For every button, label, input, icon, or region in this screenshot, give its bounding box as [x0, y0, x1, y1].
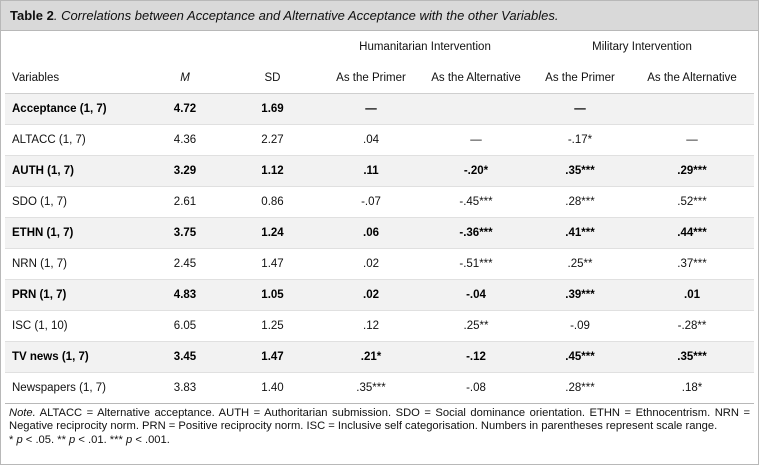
cell-mean: 4.83 — [145, 280, 225, 311]
table-note — [1, 404, 758, 433]
cell-mil-primer: .25** — [530, 249, 630, 280]
cell-mil-alternative: .35*** — [630, 342, 754, 373]
cell-hum-primer: .02 — [320, 249, 422, 280]
table-row — [5, 125, 754, 156]
cell-sd: 1.25 — [225, 311, 320, 342]
cell-sd: 1.69 — [225, 94, 320, 125]
cell-hum-primer: -.07 — [320, 187, 422, 218]
cell-sd: 1.47 — [225, 342, 320, 373]
table-row — [5, 342, 754, 373]
group-military: Military Intervention — [592, 41, 692, 53]
cell-variable: ALTACC (1, 7) — [5, 125, 145, 156]
cell-mil-alternative: .52*** — [630, 187, 754, 218]
cell-mil-alternative: .44*** — [630, 218, 754, 249]
cell-mean: 3.75 — [145, 218, 225, 249]
cell-mean: 4.72 — [145, 94, 225, 125]
col-hum-alternative: As the Alternative — [422, 63, 530, 94]
cell-mean: 3.83 — [145, 373, 225, 404]
note-lead: Note. — [9, 407, 36, 419]
header-group-row — [5, 31, 754, 63]
cell-variable: ETHN (1, 7) — [5, 218, 145, 249]
cell-variable: AUTH (1, 7) — [5, 156, 145, 187]
cell-sd: 1.40 — [225, 373, 320, 404]
cell-hum-alternative: -.36*** — [422, 218, 530, 249]
cell-sd: 2.27 — [225, 125, 320, 156]
table-caption — [1, 1, 758, 31]
col-hum-primer: As the Primer — [320, 63, 422, 94]
cell-mil-alternative: .18* — [630, 373, 754, 404]
cell-hum-primer: .06 — [320, 218, 422, 249]
cell-hum-primer: .12 — [320, 311, 422, 342]
cell-variable: TV news (1, 7) — [5, 342, 145, 373]
cell-variable: NRN (1, 7) — [5, 249, 145, 280]
cell-variable: SDO (1, 7) — [5, 187, 145, 218]
correlation-table — [5, 31, 754, 404]
cell-hum-alternative: -.04 — [422, 280, 530, 311]
significance-footnote: * p < .05. ** p < .01. *** p < .001. — [9, 434, 170, 446]
cell-sd: 1.05 — [225, 280, 320, 311]
cell-hum-alternative: .25** — [422, 311, 530, 342]
cell-hum-primer: .04 — [320, 125, 422, 156]
col-mean: M — [145, 63, 225, 94]
cell-hum-primer: — — [320, 94, 422, 125]
cell-variable: ISC (1, 10) — [5, 311, 145, 342]
cell-mil-primer: -.17* — [530, 125, 630, 156]
cell-sd: 1.12 — [225, 156, 320, 187]
table-row — [5, 280, 754, 311]
cell-hum-primer: .35*** — [320, 373, 422, 404]
table-label: Table 2 — [10, 8, 54, 23]
cell-mean: 4.36 — [145, 125, 225, 156]
table-row — [5, 373, 754, 404]
table-row — [5, 249, 754, 280]
cell-mil-primer: .45*** — [530, 342, 630, 373]
cell-mil-primer: .35*** — [530, 156, 630, 187]
cell-hum-primer: .11 — [320, 156, 422, 187]
group-humanitarian: Humanitarian Intervention — [359, 41, 491, 53]
cell-hum-primer: .21* — [320, 342, 422, 373]
cell-hum-alternative: -.45*** — [422, 187, 530, 218]
table-row — [5, 311, 754, 342]
cell-mil-alternative: .37*** — [630, 249, 754, 280]
cell-hum-alternative: -.08 — [422, 373, 530, 404]
cell-sd: 1.24 — [225, 218, 320, 249]
cell-mil-alternative: .29*** — [630, 156, 754, 187]
col-mil-primer: As the Primer — [530, 63, 630, 94]
cell-hum-primer: .02 — [320, 280, 422, 311]
cell-mil-primer: -.09 — [530, 311, 630, 342]
cell-hum-alternative: -.20* — [422, 156, 530, 187]
col-mil-alternative: As the Alternative — [630, 63, 754, 94]
cell-mean: 3.29 — [145, 156, 225, 187]
cell-mil-alternative: .01 — [630, 280, 754, 311]
cell-mean: 6.05 — [145, 311, 225, 342]
cell-mil-alternative: -.28** — [630, 311, 754, 342]
note-text: ALTACC = Alternative acceptance. AUTH = Authoritarian submission. SDO = Social dominance orientation. ETHN = Ethnocentrism. NRN = Negative reciprocity norm. PRN = Positive reciprocity norm. ISC = Inclusive self categorisation. Numbers in parentheses represent scale range. — [9, 407, 750, 432]
cell-variable: Acceptance (1, 7) — [5, 94, 145, 125]
col-sd: SD — [225, 63, 320, 94]
cell-variable: PRN (1, 7) — [5, 280, 145, 311]
cell-mil-primer: .28*** — [530, 187, 630, 218]
header-column-row — [5, 63, 754, 94]
cell-hum-alternative: -.12 — [422, 342, 530, 373]
table-row — [5, 187, 754, 218]
table-body — [5, 94, 754, 404]
cell-hum-alternative: — — [422, 125, 530, 156]
cell-hum-alternative — [422, 94, 530, 125]
table-row — [5, 218, 754, 249]
cell-sd: 0.86 — [225, 187, 320, 218]
cell-mil-primer: — — [530, 94, 630, 125]
cell-mil-alternative: — — [630, 125, 754, 156]
cell-mil-primer: .41*** — [530, 218, 630, 249]
table-title: . Correlations between Acceptance and Alternative Acceptance with the other Variables. — [53, 8, 559, 23]
cell-mean: 2.61 — [145, 187, 225, 218]
table-row — [5, 94, 754, 125]
cell-variable: Newspapers (1, 7) — [5, 373, 145, 404]
col-variables: Variables — [5, 63, 145, 94]
table-row — [5, 156, 754, 187]
cell-hum-alternative: -.51*** — [422, 249, 530, 280]
cell-mean: 2.45 — [145, 249, 225, 280]
cell-sd: 1.47 — [225, 249, 320, 280]
cell-mean: 3.45 — [145, 342, 225, 373]
cell-mil-primer: .28*** — [530, 373, 630, 404]
cell-mil-primer: .39*** — [530, 280, 630, 311]
cell-mil-alternative — [630, 94, 754, 125]
